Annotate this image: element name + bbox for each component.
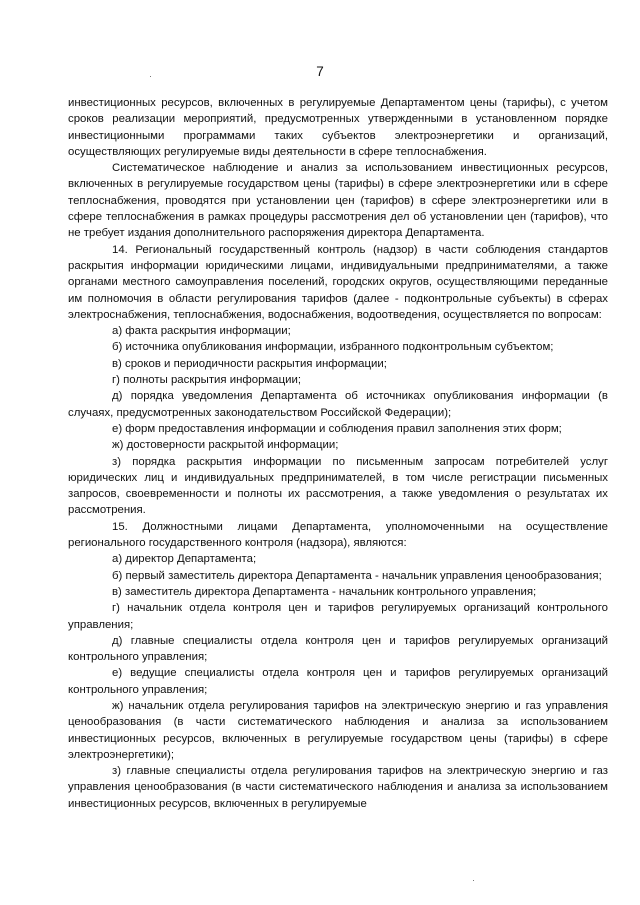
paragraph: 14. Региональный государственный контроль (надзор) в части соблюдения стандартов раскрытия информации юридическими лицами, индивидуальными предпринимателями, а также органами местного самоуправления поселений, городских округов, осуществляющими переданные им полномочия в области регулирования тарифов (далее - подконтрольные субъекты) в сферах электроснабжения, теплоснабжения, водоснабжения, водоотведения, осуществляется по вопросам: bbox=[68, 243, 608, 321]
list-item: б) источника опубликования информации, избранного подконтрольным субъектом; bbox=[112, 341, 554, 354]
list-item: б) первый заместитель директора Департамента - начальник управления ценообразования; bbox=[112, 569, 602, 582]
list-item: з) порядка раскрытия информации по письменным запросам потребителей услуг юридических лиц и индивидуальных предпринимателей, в том числе регистрации письменных запросов, своевременности и полноты их рассмотрения, а также уведомления о результатах их рассмотрения. bbox=[68, 455, 608, 517]
list-item: в) заместитель директора Департамента - начальник контрольного управления; bbox=[112, 585, 537, 598]
list-item: г) начальник отдела контроля цен и тарифов регулируемых организаций контрольного управления; bbox=[68, 602, 608, 631]
page-number: 7 bbox=[316, 64, 324, 79]
list-item: е) ведущие специалисты отдела контроля цен и тарифов регулируемых организаций контрольного управления; bbox=[68, 667, 608, 696]
scan-speck bbox=[473, 880, 474, 881]
list-item: в) сроков и периодичности раскрытия информации; bbox=[112, 357, 387, 370]
list-item: д) порядка уведомления Департамента об источниках опубликования информации (в случаях, предусмотренных законодательством Российской Федерации); bbox=[68, 390, 608, 419]
list-item: ж) начальник отдела регулирования тарифов на электрическую энергию и газ управления ценообразования (в части систематического наблюдения и анализа за использованием инвестиционных ресурсов, включенных в регулируемые государством цены (тарифы) в сфере электроэнергетики); bbox=[68, 699, 608, 761]
document-body bbox=[68, 95, 608, 812]
list-item: а) факта раскрытия информации; bbox=[112, 325, 291, 338]
list-item: з) главные специалисты отдела регулирования тарифов на электрическую энергию и газ управления ценообразования (в части систематического наблюдения и анализа за использованием инвестиционных ресурсов, включенных в регулируемые bbox=[68, 765, 608, 810]
list-item: е) форм предоставления информации и соблюдения правил заполнения этих форм; bbox=[112, 422, 562, 435]
paragraph: инвестиционных ресурсов, включенных в регулируемые Департаментом цены (тарифы), с учетом сроков реализации мероприятий, предусмотренных утвержденными в установленном порядке инвестиционными программами таких субъектов электроэнергетики и организаций, осуществляющих регулируемые виды деятельности в сфере теплоснабжения. bbox=[68, 97, 608, 158]
list-item: ж) достоверности раскрытой информации; bbox=[112, 439, 339, 452]
paragraph: 15. Должностными лицами Департамента, уполномоченными на осуществление регионального государственного контроля (надзора), являются: bbox=[68, 520, 608, 550]
list-item: д) главные специалисты отдела контроля цен и тарифов регулируемых организаций контрольного управления; bbox=[68, 634, 608, 664]
paragraph: Систематическое наблюдение и анализ за использованием инвестиционных ресурсов, включенных в регулируемые государством цены (тарифы) в сфере электроэнергетики или в сфере теплоснабжения, проводятся при установлении цен (тарифов) в сфере электроэнергетики или в сфере теплоснабжения в рамках процедуры рассмотрения дел об установлении цен (тарифов), что не требует издания дополнительного распоряжения директора Департамента. bbox=[68, 162, 608, 240]
list-item: а) директор Департамента; bbox=[112, 553, 257, 566]
list-item: г) полноты раскрытия информации; bbox=[112, 374, 302, 387]
